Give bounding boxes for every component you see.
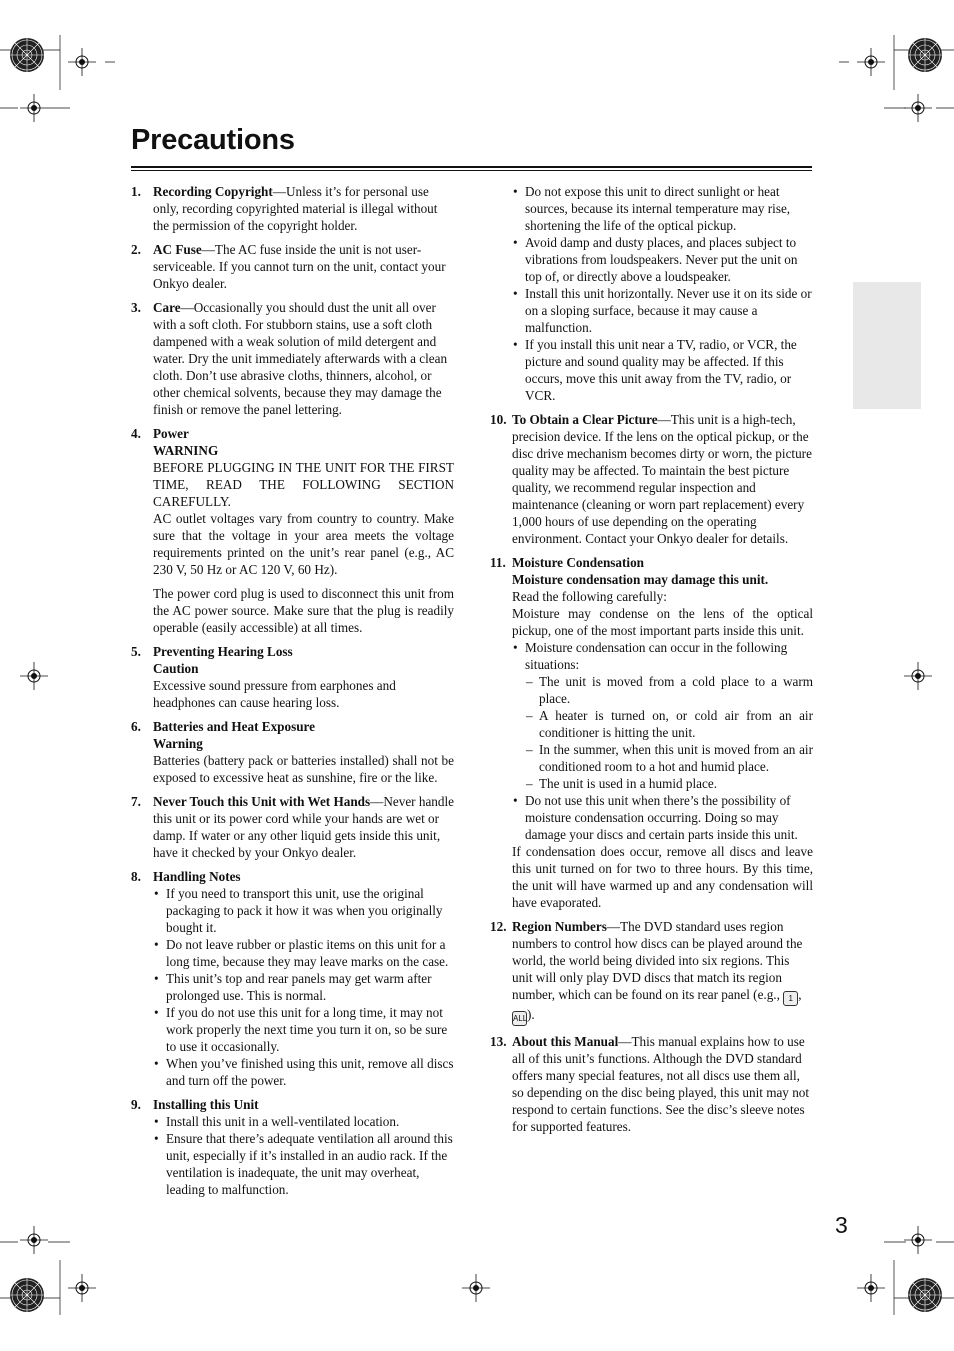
item-text: If condensation does occur, remove all discs and leave this unit turned on for two to three hours. By this time, the unit will have warmed up and any condensation will have evaporated. xyxy=(512,844,813,910)
item-heading: Never Touch this Unit with Wet Hands xyxy=(153,794,371,809)
list-item: • Install this unit in a well-ventilated location. xyxy=(153,1113,454,1130)
item-number: 7. xyxy=(131,794,141,809)
item-number: 8. xyxy=(131,869,141,884)
list-item: • Ensure that there’s adequate ventilation all around this unit, especially if it’s installed in an audio rack. If the ventilation is inadequate, the unit may overheat, leading to malfunction. xyxy=(153,1130,454,1198)
bullet-list xyxy=(153,885,454,1089)
item-subheading: Caution xyxy=(153,661,199,676)
item-subheading: Warning xyxy=(153,736,203,751)
section-tab xyxy=(853,282,921,409)
right-column xyxy=(490,183,813,1137)
item-hearing-loss xyxy=(131,643,454,711)
list-item: • If you install this unit near a TV, radio, or VCR, the picture and sound quality may be affected. If this occurs, move this unit away from the TV, radio, or VCR. xyxy=(512,336,813,404)
item-text: This manual explains how to use all of this unit’s functions. Although the DVD standard offers many special features, not all discs use them all, so depending on the disc being played, this unit may not respond to certain functions. See the disc’s sleeve notes for supported features. xyxy=(512,1034,810,1134)
item-heading: Moisture Condensation xyxy=(512,555,645,570)
item-text: Moisture may condense on the lens of the optical pickup, one of the most important parts inside this unit. xyxy=(512,606,813,638)
page-number: 3 xyxy=(835,1212,848,1238)
list-item: • Moisture condensation can occur in the following situations: – The unit is moved from a cold place to a warm place. – A heater is turned on, or cold air from an air conditioner is hitting the unit. – In the summer, when this unit is moved from an air conditioned room to a hot and humid place. – The unit is used in a humid place. xyxy=(512,639,813,792)
bullet-list xyxy=(153,1113,454,1198)
item-text: The power cord plug is used to disconnect this unit from the AC power source. Make sure that the plug is readily operable (easily accessible) at all times. xyxy=(153,586,454,635)
item-heading: Care xyxy=(153,300,181,315)
item-moisture xyxy=(490,554,813,911)
list-item: – The unit is moved from a cold place to a warm place. xyxy=(525,673,813,707)
item-heading: Power xyxy=(153,426,189,441)
item-wet-hands: 7. Never Touch this Unit with Wet Hands—Never handle this unit or its power cord while your hands are wet or damp. If water or any other liquid gets inside this unit, have it checked by your Onkyo dealer. xyxy=(131,794,455,860)
bullet-list xyxy=(512,639,813,843)
item-text: AC outlet voltages vary from country to country. Make sure that the voltage in your area meets the voltage requirements printed on the unit’s rear panel (e.g., AC 230 V, 50 Hz or AC 120 V, 60 Hz). xyxy=(153,511,454,577)
item-clear-picture: 10. To Obtain a Clear Picture—This unit is a high-tech, precision device. If the lens on the optical pickup, or the disc drive mechanism becomes dirty or worn, the picture quality may be affected. To maintain the best picture quality, we recommend regular inspection and maintenance (cleaning or worn part replacement) every 1,000 hours of use depending on the operating environment. Contact your Onkyo dealer for details. xyxy=(490,412,812,546)
list-item: • When you’ve finished using this unit, remove all discs and turn off the power. xyxy=(153,1055,454,1089)
bullet-list xyxy=(512,183,813,404)
list-item: • Do not expose this unit to direct sunlight or heat sources, because its internal temperature may rise, shortening the life of the optical pickup. xyxy=(512,183,813,234)
left-column xyxy=(131,183,454,1200)
item-text: This unit is a high-tech, precision device. If the lens on the optical pickup, or the disc drive mechanism becomes dirty or worn, the picture quality may be affected. To maintain the best picture quality, we recommend regular inspection and maintenance (cleaning or worn part replacement) every 1,000 hours of use depending on the operating environment. Contact your Onkyo dealer for details. xyxy=(512,412,812,546)
item-number: 3. xyxy=(131,300,141,315)
item-number: 9. xyxy=(131,1097,141,1112)
item-region-numbers: 12. Region Numbers—The DVD standard uses region numbers to control how discs can be played around the world, the world being divided into six regions. This unit will only play DVD discs that match its region number, which can be found on its rear panel (e.g., 1 , ALL). xyxy=(490,918,813,1026)
item-text: Occasionally you should dust the unit all over with a soft cloth. For stubborn stains, use a soft cloth dampened with a weak solution of mild detergent and water. Dry the unit immediately afterwards with a clean cloth. Don’t use abrasive cloths, thinners, alcohol, or other chemical solvents, because they may damage the finish or remove the panel lettering. xyxy=(153,300,448,417)
region-1-icon: 1 xyxy=(783,991,798,1006)
list-item: • This unit’s top and rear panels may get warm after prolonged use. This is normal. xyxy=(153,970,454,1004)
item-heading: AC Fuse xyxy=(153,242,202,257)
item-heading: Recording Copyright xyxy=(153,184,273,199)
item-text: Never handle this unit or its power cord while your hands are wet or damp. If water or any other liquid gets inside this unit, have it checked by your Onkyo dealer. xyxy=(153,794,455,860)
item-recording-copyright: 1. Recording Copyright—Unless it’s for personal use only, recording copyrighted material is illegal without the permission of the copyright holder. xyxy=(131,184,438,233)
item-heading: Installing this Unit xyxy=(153,1097,259,1112)
item-installing-continued xyxy=(490,183,813,404)
item-text: Excessive sound pressure from earphones and headphones can cause hearing loss. xyxy=(153,678,396,710)
item-ac-fuse: 2. AC Fuse—The AC fuse inside the unit is not user-serviceable. If you cannot turn on the unit, contact your Onkyo dealer. xyxy=(131,242,446,291)
list-item: • Install this unit horizontally. Never use it on its side or on a sloping surface, because it may cause a malfunction. xyxy=(512,285,813,336)
item-text: BEFORE PLUGGING IN THE UNIT FOR THE FIRST TIME, READ THE FOLLOWING SECTION CAREFULLY. xyxy=(153,460,454,509)
item-number: 13. xyxy=(490,1034,507,1049)
item-handling-notes xyxy=(131,868,454,1089)
item-text: Unless it’s for personal use only, recording copyrighted material is illegal without the permission of the copyright holder. xyxy=(153,184,438,233)
item-text: Batteries (battery pack or batteries installed) shall not be exposed to excessive heat as sunshine, fire or the like. xyxy=(153,753,454,785)
item-number: 6. xyxy=(131,719,141,734)
item-heading: Handling Notes xyxy=(153,869,241,884)
item-number: 10. xyxy=(490,412,507,427)
item-power xyxy=(131,425,454,636)
item-number: 5. xyxy=(131,644,141,659)
item-care: 3. Care—Occasionally you should dust the unit all over with a soft cloth. For stubborn stains, use a soft cloth dampened with a weak solution of mild detergent and water. Dry the unit immediately afterwards with a clean cloth. Don’t use abrasive cloths, thinners, alcohol, or other chemical solvents, because they may damage the finish or remove the panel lettering. xyxy=(131,300,448,417)
item-about-manual: 13. About this Manual—This manual explains how to use all of this unit’s functions. Although the DVD standard offers many special features, not all discs use them all, so depending on the disc being played, this unit may not respond to certain functions. See the disc’s sleeve notes for supported features. xyxy=(490,1034,810,1134)
list-item: • Do not leave rubber or plastic items on this unit for a long time, because they may leave marks on the case. xyxy=(153,936,454,970)
dash-list xyxy=(525,673,813,792)
item-batteries xyxy=(131,718,454,786)
title-rule xyxy=(131,166,812,171)
item-installing xyxy=(131,1096,454,1198)
item-number: 2. xyxy=(131,242,141,257)
item-number: 4. xyxy=(131,426,141,441)
list-item: – The unit is used in a humid place. xyxy=(525,775,813,792)
list-item: • If you need to transport this unit, use the original packaging to pack it how it was when you originally bought it. xyxy=(153,885,454,936)
list-item: – A heater is turned on, or cold air from an air conditioner is hitting the unit. xyxy=(525,707,813,741)
item-heading: Region Numbers xyxy=(512,919,607,934)
item-number: 1. xyxy=(131,184,141,199)
item-text: The DVD standard uses region numbers to control how discs can be played around the world, the world being divided into six regions. This unit will only play DVD discs that match its region number, which can be found on its rear panel xyxy=(512,919,803,1002)
item-heading: Preventing Hearing Loss xyxy=(153,644,293,659)
list-item: • Avoid damp and dusty places, and places subject to vibrations from loudspeakers. Never put the unit on top of, or directly above a loudspeaker. xyxy=(512,234,813,285)
item-subheading: Moisture condensation may damage this unit. xyxy=(512,572,769,587)
item-text: Read the following carefully: xyxy=(512,589,667,604)
item-heading: Batteries and Heat Exposure xyxy=(153,719,316,734)
item-subheading: WARNING xyxy=(153,443,219,458)
page-title: Precautions xyxy=(131,124,295,156)
item-heading: About this Manual xyxy=(512,1034,619,1049)
list-item: • If you do not use this unit for a long time, it may not work properly the next time you turn it on, so be sure to use it occasionally. xyxy=(153,1004,454,1055)
item-number: 11. xyxy=(490,555,506,570)
item-number: 12. xyxy=(490,919,507,934)
list-item: – In the summer, when this unit is moved from an air conditioned room to a hot and humid place. xyxy=(525,741,813,775)
region-all-icon: ALL xyxy=(512,1011,527,1026)
item-heading: To Obtain a Clear Picture xyxy=(512,412,658,427)
list-item: • Do not use this unit when there’s the possibility of moisture condensation occurring. Doing so may damage your discs and certain parts inside this unit. xyxy=(512,792,813,843)
item-text: The AC fuse inside the unit is not user-serviceable. If you cannot turn on the unit, contact your Onkyo dealer. xyxy=(153,242,446,291)
